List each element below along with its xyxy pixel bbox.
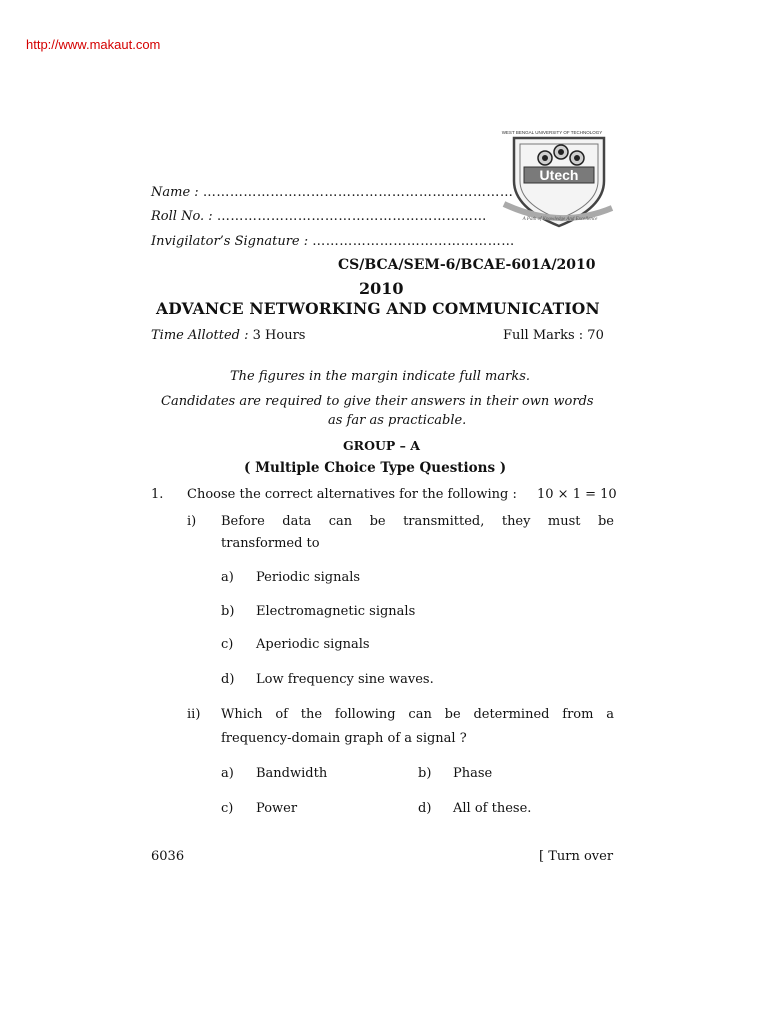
time-allotted xyxy=(151,328,305,343)
time-value: 3 Hours xyxy=(252,328,306,343)
logo-arc-text: WEST BENGAL UNIVERSITY OF TECHNOLOGY xyxy=(501,130,603,135)
roll-blank: …………………………………………………… xyxy=(216,209,487,224)
full-marks: Full Marks : 70 xyxy=(503,328,604,343)
turn-over: [ Turn over xyxy=(539,849,614,864)
option-key: b) xyxy=(221,604,235,619)
option-key: c) xyxy=(221,801,234,816)
subquestion-i-number: i) xyxy=(187,514,197,529)
instruction-line-3: as far as practicable. xyxy=(328,413,467,428)
group-subtitle: ( Multiple Choice Type Questions ) xyxy=(244,460,507,476)
name-blank: …………………………………………………………… xyxy=(202,185,514,200)
option-text: Phase xyxy=(453,766,493,781)
option-key: a) xyxy=(221,766,234,781)
option-text: Electromagnetic signals xyxy=(256,604,416,619)
option-key: d) xyxy=(221,672,235,687)
option-text: All of these. xyxy=(453,801,532,816)
exam-year: 2010 xyxy=(359,279,404,298)
signature-field xyxy=(151,234,515,249)
signature-label: Invigilator’s Signature : xyxy=(151,234,309,249)
subquestion-ii-number: ii) xyxy=(187,707,201,722)
name-field xyxy=(151,185,513,200)
roll-field xyxy=(151,209,487,224)
signature-blank: ……………………………………… xyxy=(312,234,515,249)
instruction-line-1: The figures in the margin indicate full marks. xyxy=(230,369,531,384)
question-text: Choose the correct alternatives for the following : xyxy=(187,487,517,502)
name-label: Name : xyxy=(151,185,199,200)
option-key: d) xyxy=(418,801,432,816)
subject-title: ADVANCE NETWORKING AND COMMUNICATION xyxy=(156,299,600,318)
time-label: Time Allotted : xyxy=(151,328,249,343)
paper-code: 6036 xyxy=(151,849,185,864)
option-text: Periodic signals xyxy=(256,570,361,585)
instruction-line-2: Candidates are required to give their answers in their own words xyxy=(161,394,594,409)
option-text: Low frequency sine waves. xyxy=(256,672,434,687)
option-key: c) xyxy=(221,637,234,652)
option-text: Bandwidth xyxy=(256,766,328,781)
option-key: b) xyxy=(418,766,432,781)
option-text: Power xyxy=(256,801,298,816)
logo-text: Utech xyxy=(539,167,579,183)
option-text: Aperiodic signals xyxy=(256,637,370,652)
question-marks: 10 × 1 = 10 xyxy=(537,487,617,502)
question-number: 1. xyxy=(151,487,164,502)
subquestion-i-line-1: Before data can be transmitted, they must be xyxy=(221,514,614,529)
subquestion-i-line-2: transformed to xyxy=(221,536,320,551)
source-url-link[interactable]: http://www.makaut.com xyxy=(26,37,161,52)
roll-label: Roll No. : xyxy=(151,209,213,224)
exam-code: CS/BCA/SEM-6/BCAE-601A/2010 xyxy=(338,257,596,273)
university-logo xyxy=(500,126,615,236)
logo-motto: A Path of Knowledge And Excellence xyxy=(522,217,598,222)
group-title: GROUP – A xyxy=(343,438,420,453)
option-key: a) xyxy=(221,570,234,585)
subquestion-ii-line-2: frequency-domain graph of a signal ? xyxy=(221,731,467,746)
subquestion-ii-line-1: Which of the following can be determined from a xyxy=(221,707,614,722)
